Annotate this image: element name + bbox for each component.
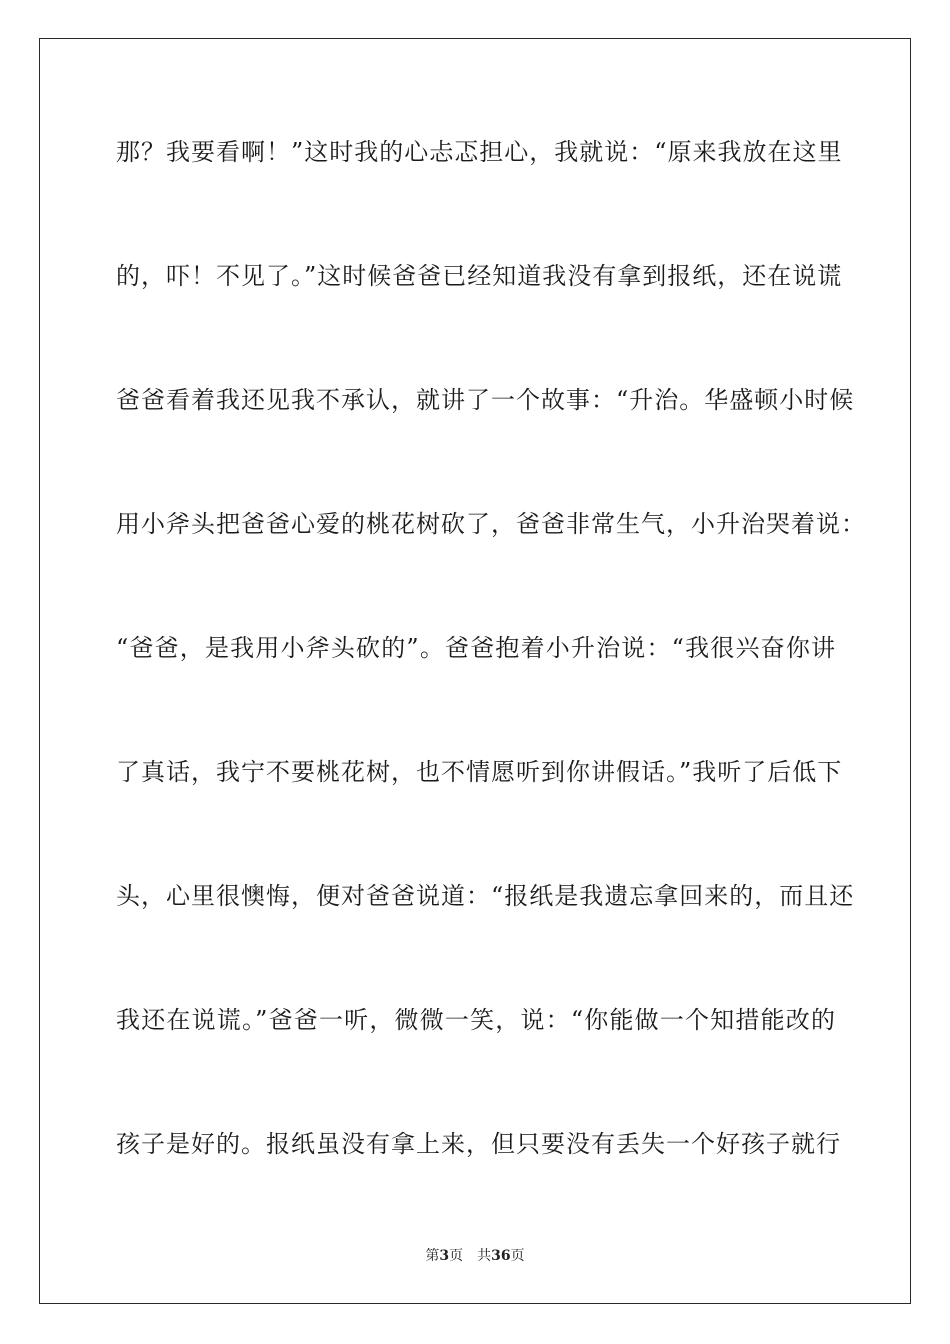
text-line: 那？我要看啊！”这时我的心忐忑担心，我就说：“原来我放在这里 <box>116 138 843 166</box>
text-line: “爸爸，是我用小斧头砍的”。爸爸抱着小升治说：“我很兴奋你讲 <box>116 634 836 662</box>
total-pages-indicator <box>477 1248 524 1264</box>
page-footer <box>0 1247 950 1265</box>
text-line: 爸爸看着我还见我不承认，就讲了一个故事：“升治。华盛顿小时候 <box>116 386 855 414</box>
text-line: 孩子是好的。报纸虽没有拿上来，但只要没有丢失一个好孩子就行 <box>116 1130 841 1158</box>
total-suffix: 页 <box>510 1248 525 1264</box>
text-line: 用小斧头把爸爸心爱的桃花树砍了，爸爸非常生气，小升治哭着说： <box>116 510 866 538</box>
total-pages: 36 <box>491 1248 511 1264</box>
text-line: 头，心里很懊悔，便对爸爸说道：“报纸是我遗忘拿回来的，而且还 <box>116 882 855 910</box>
page-prefix: 第 <box>425 1248 440 1264</box>
total-prefix: 共 <box>477 1248 492 1264</box>
page-border <box>39 38 911 1304</box>
page-number: 3 <box>439 1248 450 1264</box>
page-suffix: 页 <box>449 1248 464 1264</box>
text-line: 我还在说谎。”爸爸一听，微微一笑，说：“你能做一个知措能改的 <box>116 1006 836 1034</box>
page-indicator <box>425 1248 463 1264</box>
text-line: 的，吓！不见了。”这时候爸爸已经知道我没有拿到报纸，还在说谎 <box>116 262 843 290</box>
text-line: 了真话，我宁不要桃花树，也不情愿听到你讲假话。”我听了后低下 <box>116 758 843 786</box>
